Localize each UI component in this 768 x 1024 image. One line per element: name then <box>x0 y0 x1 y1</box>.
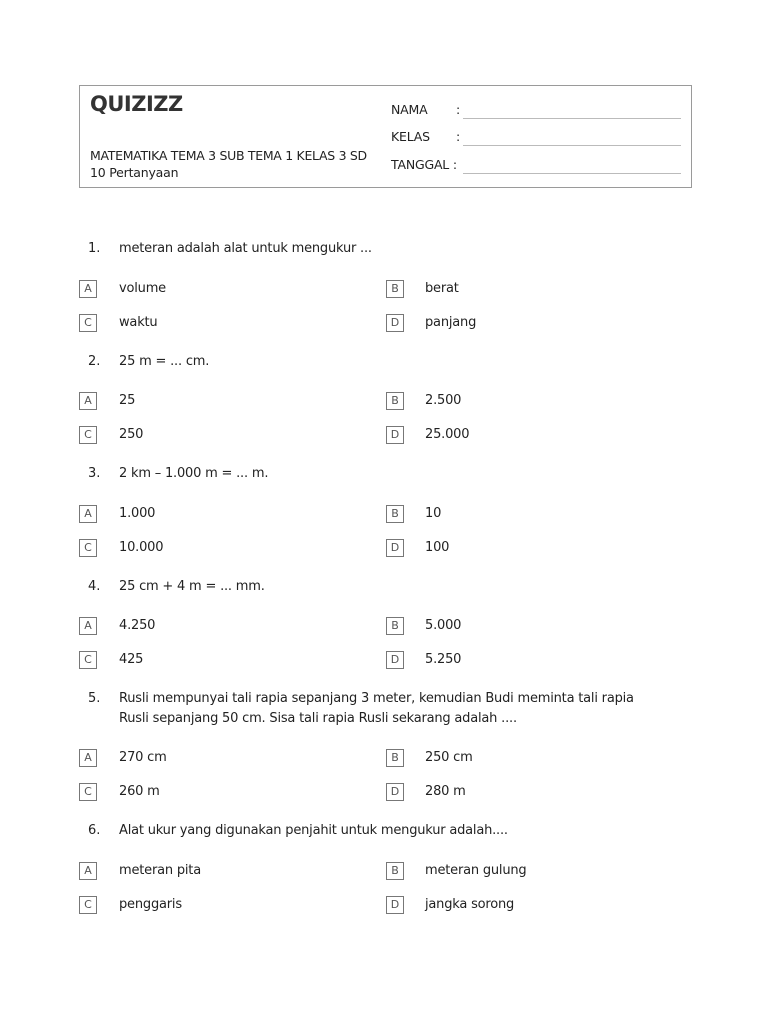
option-a-text: 1.000 <box>119 506 156 521</box>
worksheet-header <box>79 85 692 188</box>
class-colon: : <box>456 129 461 144</box>
class-line <box>463 145 681 146</box>
option-c-text: 250 <box>119 427 144 442</box>
date-line <box>463 173 681 174</box>
question-number: 2. <box>88 354 101 369</box>
option-a-text: 270 cm <box>119 750 167 765</box>
question-number: 5. <box>88 691 101 706</box>
question-number: 4. <box>88 579 101 594</box>
option-c-text: waktu <box>119 315 158 330</box>
question-count: 10 Pertanyaan <box>90 165 179 180</box>
question-text: Alat ukur yang digunakan penjahit untuk mengukur adalah.... <box>119 823 508 838</box>
option-a-text: volume <box>119 281 166 296</box>
option-c-text: 425 <box>119 652 144 667</box>
name-line <box>463 118 681 119</box>
option-d-text: 280 m <box>425 784 466 799</box>
option-b-text: 10 <box>425 506 442 521</box>
option-a-text: meteran pita <box>119 863 201 878</box>
option-c-box[interactable]: C <box>79 539 97 557</box>
option-c-box[interactable]: C <box>79 426 97 444</box>
option-b-box[interactable]: B <box>386 280 404 298</box>
option-b-box[interactable]: B <box>386 617 404 635</box>
option-d-text: 25.000 <box>425 427 470 442</box>
date-label: TANGGAL : <box>391 157 457 172</box>
option-d-text: 100 <box>425 540 450 555</box>
option-a-box[interactable]: A <box>79 280 97 298</box>
option-d-box[interactable]: D <box>386 426 404 444</box>
name-colon: : <box>456 102 461 117</box>
option-c-box[interactable]: C <box>79 896 97 914</box>
question-number: 1. <box>88 241 101 256</box>
option-b-text: meteran gulung <box>425 863 527 878</box>
option-d-box[interactable]: D <box>386 539 404 557</box>
option-a-box[interactable]: A <box>79 862 97 880</box>
option-d-box[interactable]: D <box>386 783 404 801</box>
option-b-text: berat <box>425 281 459 296</box>
option-b-box[interactable]: B <box>386 862 404 880</box>
option-b-text: 5.000 <box>425 618 462 633</box>
question-number: 3. <box>88 466 101 481</box>
option-b-box[interactable]: B <box>386 505 404 523</box>
option-c-text: 10.000 <box>119 540 164 555</box>
option-d-box[interactable]: D <box>386 896 404 914</box>
option-c-box[interactable]: C <box>79 783 97 801</box>
option-b-box[interactable]: B <box>386 749 404 767</box>
option-d-text: jangka sorong <box>425 897 515 912</box>
option-a-text: 25 <box>119 393 136 408</box>
name-label: NAMA <box>391 102 428 117</box>
option-a-box[interactable]: A <box>79 392 97 410</box>
question-number: 6. <box>88 823 101 838</box>
option-b-text: 250 cm <box>425 750 473 765</box>
option-a-box[interactable]: A <box>79 505 97 523</box>
option-c-box[interactable]: C <box>79 314 97 332</box>
question-text: 25 cm + 4 m = ... mm. <box>119 579 265 594</box>
quizizz-logo: QUIZIZZ <box>90 92 183 116</box>
option-b-text: 2.500 <box>425 393 462 408</box>
option-a-text: 4.250 <box>119 618 156 633</box>
question-text: 25 m = ... cm. <box>119 354 210 369</box>
option-d-text: 5.250 <box>425 652 462 667</box>
option-c-text: penggaris <box>119 897 182 912</box>
option-a-box[interactable]: A <box>79 749 97 767</box>
option-c-text: 260 m <box>119 784 160 799</box>
option-d-text: panjang <box>425 315 477 330</box>
question-text: Rusli mempunyai tali rapia sepanjang 3 meter, kemudian Budi meminta tali rapia Rusli sepanjang 50 cm. Sisa tali rapia Rusli sekarang adalah .... <box>119 691 634 726</box>
class-label: KELAS <box>391 129 430 144</box>
option-d-box[interactable]: D <box>386 314 404 332</box>
worksheet-title: MATEMATIKA TEMA 3 SUB TEMA 1 KELAS 3 SD <box>90 148 367 163</box>
question-text: 2 km – 1.000 m = ... m. <box>119 466 269 481</box>
option-b-box[interactable]: B <box>386 392 404 410</box>
option-c-box[interactable]: C <box>79 651 97 669</box>
question-text: meteran adalah alat untuk mengukur ... <box>119 241 372 256</box>
option-a-box[interactable]: A <box>79 617 97 635</box>
option-d-box[interactable]: D <box>386 651 404 669</box>
